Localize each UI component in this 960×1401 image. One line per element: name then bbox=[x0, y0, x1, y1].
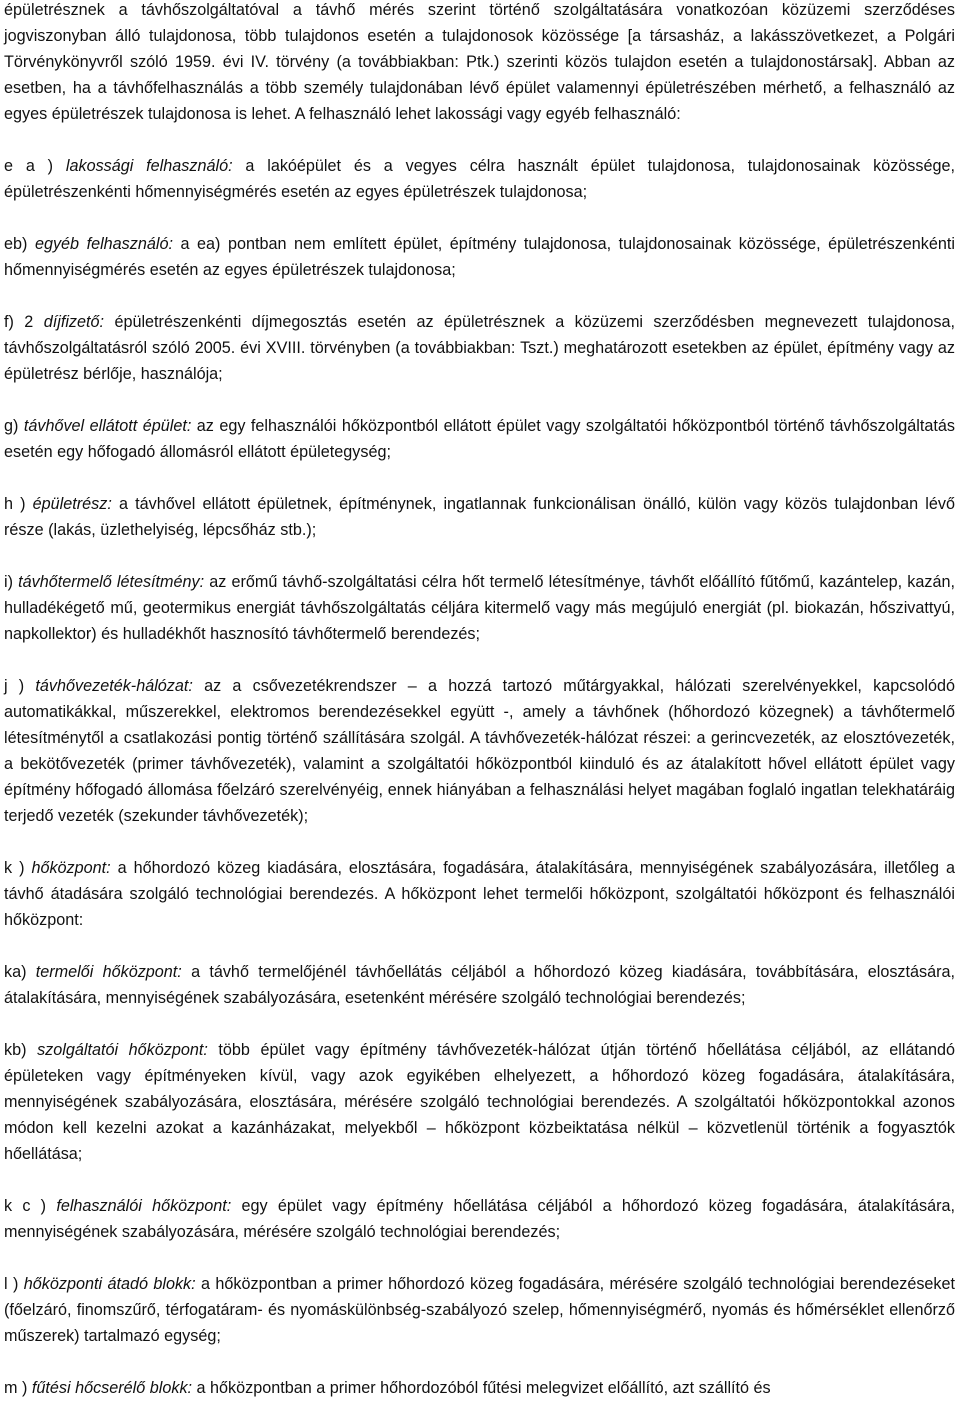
defined-term: hőközpont: bbox=[31, 859, 111, 877]
definition-text: a hőközpontban a primer hőhordozóból fűtési melegvizet előállító, azt szállító és bbox=[196, 1379, 771, 1397]
defined-term: fűtési hőcserélő blokk: bbox=[31, 1379, 193, 1397]
paragraph-k bbox=[4, 855, 955, 933]
item-label: i) bbox=[4, 573, 13, 591]
definition-text: a hőhordozó közeg kiadására, elosztására, fogadására, átalakítására, mennyiségének szabályozására, illetőleg a távhő átadására szolgáló technológiai berendezés. A hőközpont lehet termelői hőközpont, szolgáltatói hőközpont és felhasználói hőközpont: bbox=[4, 859, 956, 929]
item-label: ka) bbox=[4, 963, 27, 981]
paragraph-j bbox=[4, 673, 955, 829]
paragraph-i bbox=[4, 569, 955, 647]
definition-text: az egy felhasználói hőközpontból ellátott épület vagy szolgáltatói hőközpontból történő távhőszolgáltatás esetén egy hőfogadó állomásról ellátott épületegység; bbox=[4, 417, 955, 461]
defined-term: felhasználói hőközpont: bbox=[56, 1197, 232, 1215]
paragraph-h bbox=[4, 491, 955, 543]
defined-term: távhővel ellátott épület: bbox=[23, 417, 192, 435]
item-label: m ) bbox=[4, 1379, 28, 1397]
defined-term: távhővezeték-hálózat: bbox=[35, 677, 193, 695]
paragraph-f bbox=[4, 309, 955, 387]
definition-text: épületrészenkénti díjmegosztás esetén az épületrésznek a közüzemi szerződésben megnevezett tulajdonosa, távhőszolgáltatásról szóló 2005. évi XVIII. törvényben (a továbbiakban: Tszt.) meghatározott esetekben az épület, építmény vagy az épületrész bérlője, használója; bbox=[4, 313, 956, 383]
defined-term: szolgáltatói hőközpont: bbox=[37, 1041, 208, 1059]
definition-text: a távhővel ellátott épületnek, építménynek, ingatlannak funkcionálisan önálló, külön vagy közös tulajdonban lévő része (lakás, üzlethelyiség, lépcsőház stb.); bbox=[4, 495, 955, 539]
paragraph-kc bbox=[4, 1193, 955, 1245]
definition-text: a ea) pontban nem említett épület, építmény tulajdonosa, tulajdonosainak közössége, épületrészenkénti hőmennyiségmérés esetén az egyes épületrészek tulajdonosa; bbox=[4, 235, 955, 279]
defined-term: épületrész: bbox=[32, 495, 112, 513]
item-label: k c ) bbox=[4, 1197, 47, 1215]
definition-text: a lakóépület és a vegyes célra használt épület tulajdonosa, tulajdonosainak közössége, épületrészenkénti hőmennyiségmérés esetén az egyes épületrészek tulajdonosa; bbox=[4, 157, 955, 201]
defined-term: termelői hőközpont: bbox=[35, 963, 182, 981]
paragraph-eb bbox=[4, 231, 955, 283]
definition-text: az erőmű távhő-szolgáltatási célra hőt termelő létesítménye, távhőt előállító fűtőmű, kazántelep, kazán, hulladékégető mű, geotermikus energiát távhőszolgáltatás céljára kitermelő vagy más megújuló energiát (pl. biokazán, hőszivattyú, napkollektor) és hulladékhőt hasznosító távhőtermelő berendezés; bbox=[4, 573, 955, 643]
item-label: j ) bbox=[4, 677, 25, 695]
defined-term: távhőtermelő létesítmény: bbox=[18, 573, 205, 591]
paragraph-text: épületrésznek a távhőszolgáltatóval a távhő mérés szerint történő szolgáltatására vonatkozóan közüzemi szerződéses jogviszonyban álló tulajdonosa, több tulajdonos esetén a tulajdonosok közössége [a társasház, a lakásszövetkezet, a Polgári Törvénykönyvről szóló 1959. évi IV. törvény (a továbbiakban: Ptk.) szerinti közös tulajdon esetén a tulajdonostársak]. Abban az esetben, ha a távhőfelhasználás a több személy tulajdonában lévő épület valamennyi épületrészében mérhető, a felhasználó az egyes épületrészek tulajdonosa is lehet. A felhasználó lehet lakossági vagy egyéb felhasználó: bbox=[4, 1, 955, 123]
definition-text: az a csővezetékrendszer – a hozzá tartozó műtárgyakkal, hálózati szerelvényekkel, kapcsolódó automatikákkal, műszerekkel, elektromos berendezésekkel együtt -, amely a távhőnek (hőhordozó közegnek) a távhőtermelő létesítménytől a csatlakozási pontig történő szállítására szolgál. A távhővezeték-hálózat részei: a gerincvezeték, az elosztóvezeték, a bekötővezeték (primer távhővezeték), valamint a szolgáltatói hőközpontból kiinduló és az átalakított hővel ellátott épület vagy építmény hőfogadó állomása főelzáró szerelvényéig, ennek hiányában a felhasználási helyet magában foglaló ingatlan telekhatáráig terjedő vezeték (szekunder távhővezeték); bbox=[4, 677, 956, 825]
item-label: l ) bbox=[4, 1275, 19, 1293]
item-label: f) 2 bbox=[4, 313, 34, 331]
defined-term: hőközponti átadó blokk: bbox=[23, 1275, 196, 1293]
item-label: g) bbox=[4, 417, 19, 435]
paragraph-kb bbox=[4, 1037, 955, 1167]
paragraph-intro bbox=[4, 0, 955, 127]
paragraph-g bbox=[4, 413, 955, 465]
paragraph-l bbox=[4, 1271, 955, 1349]
definition-text: a hőközpontban a primer hőhordozó közeg fogadására, mérésére szolgáló technológiai berendezéseket (főelzáró, finomszűrő, térfogatáram- és nyomáskülönbség-szabályozó szelep, hőmennyiségmérő, nyomás és hőmérséklet ellenőrző műszerek) tartalmazó egység; bbox=[4, 1275, 956, 1345]
defined-term: díjfizető: bbox=[43, 313, 105, 331]
item-label: eb) bbox=[4, 235, 28, 253]
item-label: k ) bbox=[4, 859, 25, 877]
definition-text: a távhő termelőjénél távhőellátás céljából a hőhordozó közeg kiadására, továbbítására, elosztására, átalakítására, mennyiségének szabályozására, esetenként mérésére szolgáló technológiai berendezés; bbox=[4, 963, 955, 1007]
paragraph-ea bbox=[4, 153, 955, 205]
definition-text: egy épület vagy építmény hőellátása céljából a hőhordozó közeg fogadására, átalakítására, mennyiségének szabályozására, mérésére szolgáló technológiai berendezés; bbox=[4, 1197, 956, 1241]
item-label: kb) bbox=[4, 1041, 27, 1059]
paragraph-ka bbox=[4, 959, 955, 1011]
defined-term: egyéb felhasználó: bbox=[34, 235, 173, 253]
item-label: h ) bbox=[4, 495, 26, 513]
definition-text: több épület vagy építmény távhővezeték-hálózat útján történő hőellátása céljából, az ellátandó épületeken vagy építményeken kívül, vagy azok egyikében elhelyezett, a hőhordozó közeg fogadására, átalakítására, mennyiségének szabályozására, elosztására, mérésére szolgáló technológiai berendezés. A szolgáltatói hőközpontokkal azonos módon kell kezelni azokat a kazánházakat, melyekből – hőközpont közbeiktatása nélkül – közvetlenül történik a fogyasztók hőellátása; bbox=[4, 1041, 956, 1163]
defined-term: lakossági felhasználó: bbox=[65, 157, 233, 175]
item-label: e a ) bbox=[4, 157, 54, 175]
